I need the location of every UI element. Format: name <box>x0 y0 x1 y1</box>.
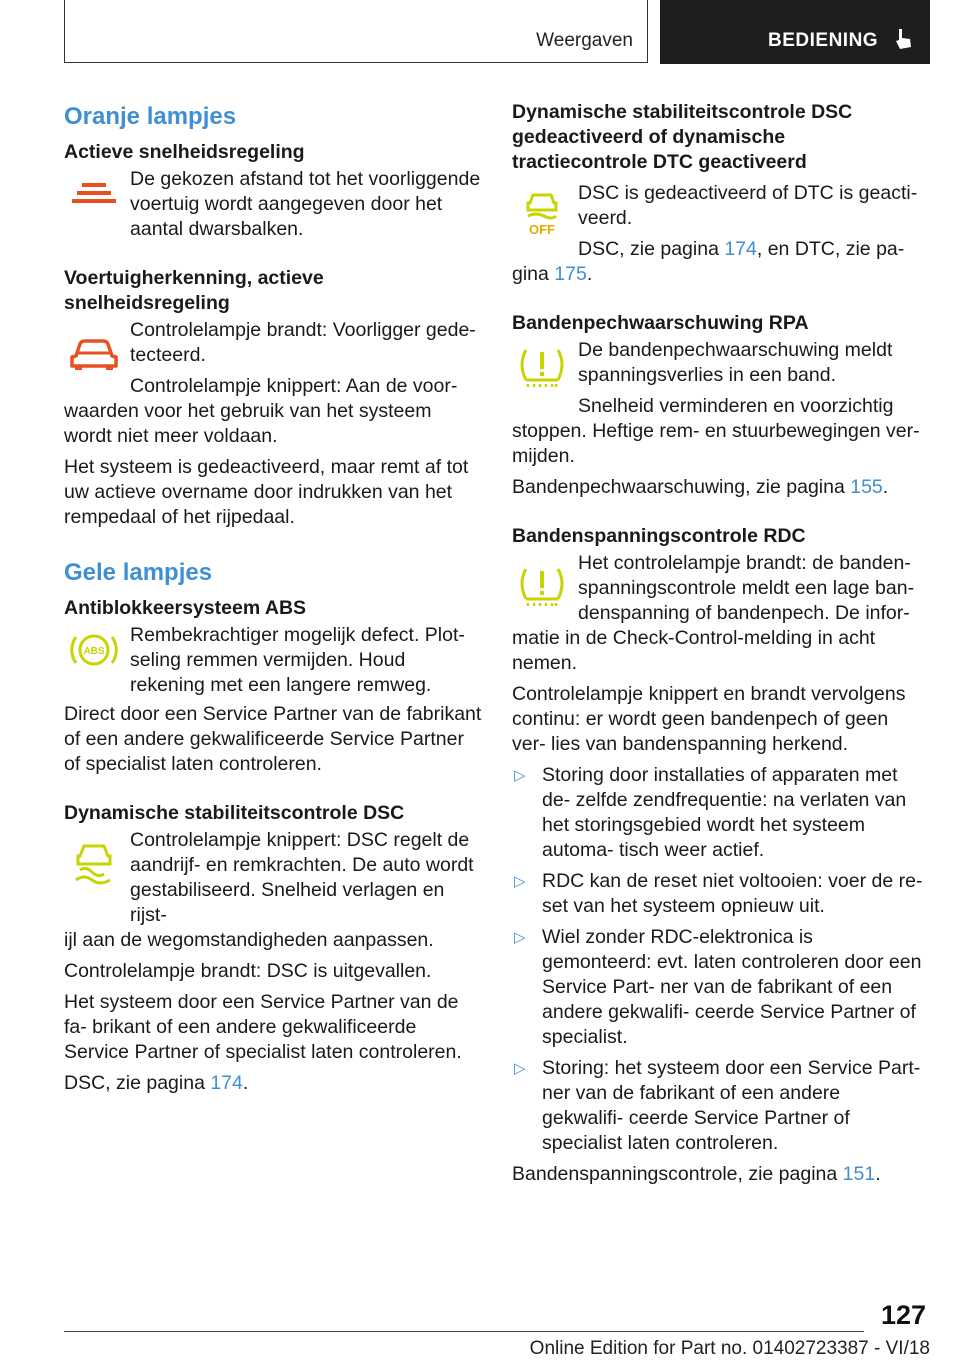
dtc-page-link-175[interactable]: 175 <box>554 263 587 285</box>
rpa-text-2b: stoppen. Heftige rem- en stuurbewegingen ver- mijden. <box>512 420 920 467</box>
tire-pressure-warning-icon <box>512 342 572 392</box>
section-tab <box>64 0 648 63</box>
vehicle-detection-text-3: Het systeem is gedeactiveerd, maar remt af tot uw actieve overname door indrukken van het rempedaal of het rijpedaal. <box>64 456 469 528</box>
heading-acc: Actieve snelheidsregeling <box>64 141 305 163</box>
vehicle-detection-text-2a: Controlelampje knippert: Aan de voor- <box>130 375 458 397</box>
dsc-text-2: Controlelampje brandt: DSC is uitgevallen. <box>64 960 432 982</box>
right-column <box>512 100 924 1187</box>
rdc-text-1a: Het controlelampje brandt: de banden- spanningscontrole meldt een lage ban- denspanning of bandenpech. De infor- <box>578 552 915 624</box>
page-header <box>64 0 930 65</box>
dsc-skid-icon <box>64 836 124 886</box>
list-item <box>512 925 924 1050</box>
rpa-page-link[interactable]: 155 <box>850 476 883 498</box>
list-item <box>512 1056 924 1156</box>
svg-text:ABS: ABS <box>83 646 105 657</box>
dsc-off-icon <box>512 187 572 237</box>
heading-dsc: Dynamische stabiliteitscontrole DSC <box>64 802 405 824</box>
chapter-tab <box>660 0 930 64</box>
triangle-bullet-icon: ▷ <box>514 929 526 946</box>
heading-gele-lampjes: Gele lampjes <box>64 559 213 586</box>
dsc-off-ref-d: . <box>586 263 593 285</box>
rdc-bullet-list <box>512 763 924 1156</box>
chapter-label: BEDIENING <box>768 30 879 51</box>
bullet-text: Storing: het systeem door een Service Part- ner van de fabrikant of een andere gekwalifi- ceerde Service Partner of specialist laten controleren. <box>542 1057 921 1154</box>
dsc-off-page-link-174[interactable]: 174 <box>724 238 757 260</box>
dsc-off-text-3 <box>512 262 924 287</box>
hand-pointer-icon <box>892 27 914 51</box>
heading-rdc: Bandenspanningscontrole RDC <box>512 525 806 547</box>
triangle-bullet-icon: ▷ <box>514 1060 526 1077</box>
rdc-reference <box>512 1162 924 1187</box>
rpa-reference <box>512 475 924 500</box>
heading-rpa: Bandenpechwaarschuwing RPA <box>512 312 809 334</box>
distance-bars-warning-icon <box>64 171 124 221</box>
heading-vehicle-detection-1: Voertuigherkenning, actieve <box>64 267 324 289</box>
rdc-ref-text: Bandenspanningscontrole, zie pagina <box>512 1163 843 1185</box>
tire-pressure-control-icon <box>512 561 572 611</box>
dsc-page-link[interactable]: 174 <box>210 1072 243 1094</box>
list-item <box>512 869 924 919</box>
rdc-page-link[interactable]: 151 <box>842 1163 876 1185</box>
page-number: 127 <box>880 1300 926 1330</box>
dsc-off-text-2 <box>512 237 924 262</box>
abs-text-2: Direct door een Service Partner van de fabrikant of een andere gekwalificeerde Service Partner of specialist laten controleren. <box>64 703 482 775</box>
vehicle-detection-text-1: Controlelampje brandt: Voorligger gede- tecteerd. <box>130 319 476 366</box>
rpa-ref-text: Bandenpechwaarschuwing, zie pagina <box>512 476 851 498</box>
dsc-text-a: Controlelampje knippert: DSC regelt de aandrijf- en remkrachten. De auto wordt gestabiliseerd. Snelheid verlagen en rijst- <box>130 829 474 926</box>
dsc-text-3: Het systeem door een Service Partner van de fa- brikant of een andere gekwalificeerde Service Partner of specialist laten controleren. <box>64 991 462 1063</box>
rpa-text-2a: Snelheid verminderen en voorzichtig <box>578 395 894 417</box>
rdc-text-1b: matie in de Check-Control-melding in acht nemen. <box>512 627 876 674</box>
footer-divider <box>64 1331 864 1332</box>
acc-text: De gekozen afstand tot het voorliggende voertuig wordt aangegeven door het aantal dwarsbalken. <box>130 168 481 240</box>
dsc-off-ref-c: gina <box>512 263 555 285</box>
dsc-off-text-1: DSC is gedeactiveerd of DTC is geacti- veerd. <box>578 182 918 229</box>
dsc-off-ref-b: , en DTC, zie pa- <box>756 238 905 260</box>
rdc-ref-end: . <box>875 1163 881 1185</box>
dsc-ref-end: . <box>242 1072 249 1094</box>
dsc-off-ref-a: DSC, zie pagina <box>578 238 725 260</box>
heading-oranje-lampjes: Oranje lampjes <box>64 103 237 130</box>
edition-footer: Online Edition for Part no. 01402723387 - VI/18 <box>529 1338 930 1359</box>
left-column <box>64 100 482 1096</box>
dsc-reference <box>64 1071 482 1096</box>
heading-vehicle-detection-2: snelheidsregeling <box>64 292 230 314</box>
abs-text: Rembekrachtiger mogelijk defect. Plot- seling remmen vermijden. Houd rekening met een langere remweg. <box>130 624 465 696</box>
rdc-text-2: Controlelampje knippert en brandt vervolgens continu: er wordt geen bandenpech of geen ver- lies van bandenspanning herkend. <box>512 683 906 755</box>
triangle-bullet-icon: ▷ <box>514 873 526 890</box>
rpa-text-1: De bandenpechwaarschuwing meldt spanningsverlies in een band. <box>578 339 893 386</box>
car-ahead-icon <box>64 326 124 376</box>
bullet-text: Wiel zonder RDC-elektronica is gemonteerd: evt. laten controleren door een Service Part- ner van de fabrikant of een andere gekwalifi- ceerde Service Partner of specialist. <box>542 926 922 1048</box>
abs-warning-icon <box>64 625 124 675</box>
rpa-ref-end: . <box>882 476 889 498</box>
bullet-text: Storing door installaties of apparaten met de- zelfde zendfrequentie: na verlaten van het storingsgebied wordt het systeem automa- tisch weer actief. <box>542 764 907 861</box>
svg-text:OFF: OFF <box>529 222 555 237</box>
dsc-ref-text: DSC, zie pagina <box>64 1072 211 1094</box>
heading-abs: Antiblokkeersysteem ABS <box>64 597 307 619</box>
triangle-bullet-icon: ▷ <box>514 767 526 784</box>
dsc-text-b: ijl aan de wegomstandigheden aanpassen. <box>64 929 434 951</box>
vehicle-detection-text-2b: waarden voor het gebruik van het systeem wordt niet meer voldaan. <box>64 400 432 447</box>
list-item <box>512 763 924 863</box>
heading-dsc-off: Dynamische stabiliteitscontrole DSC gedeactiveerd of dynamische tractiecontrole DTC geactiveerd <box>512 101 853 173</box>
bullet-text: RDC kan de reset niet voltooien: voer de re- set van het systeem opnieuw uit. <box>542 870 923 917</box>
section-label: Weergaven <box>536 30 633 51</box>
